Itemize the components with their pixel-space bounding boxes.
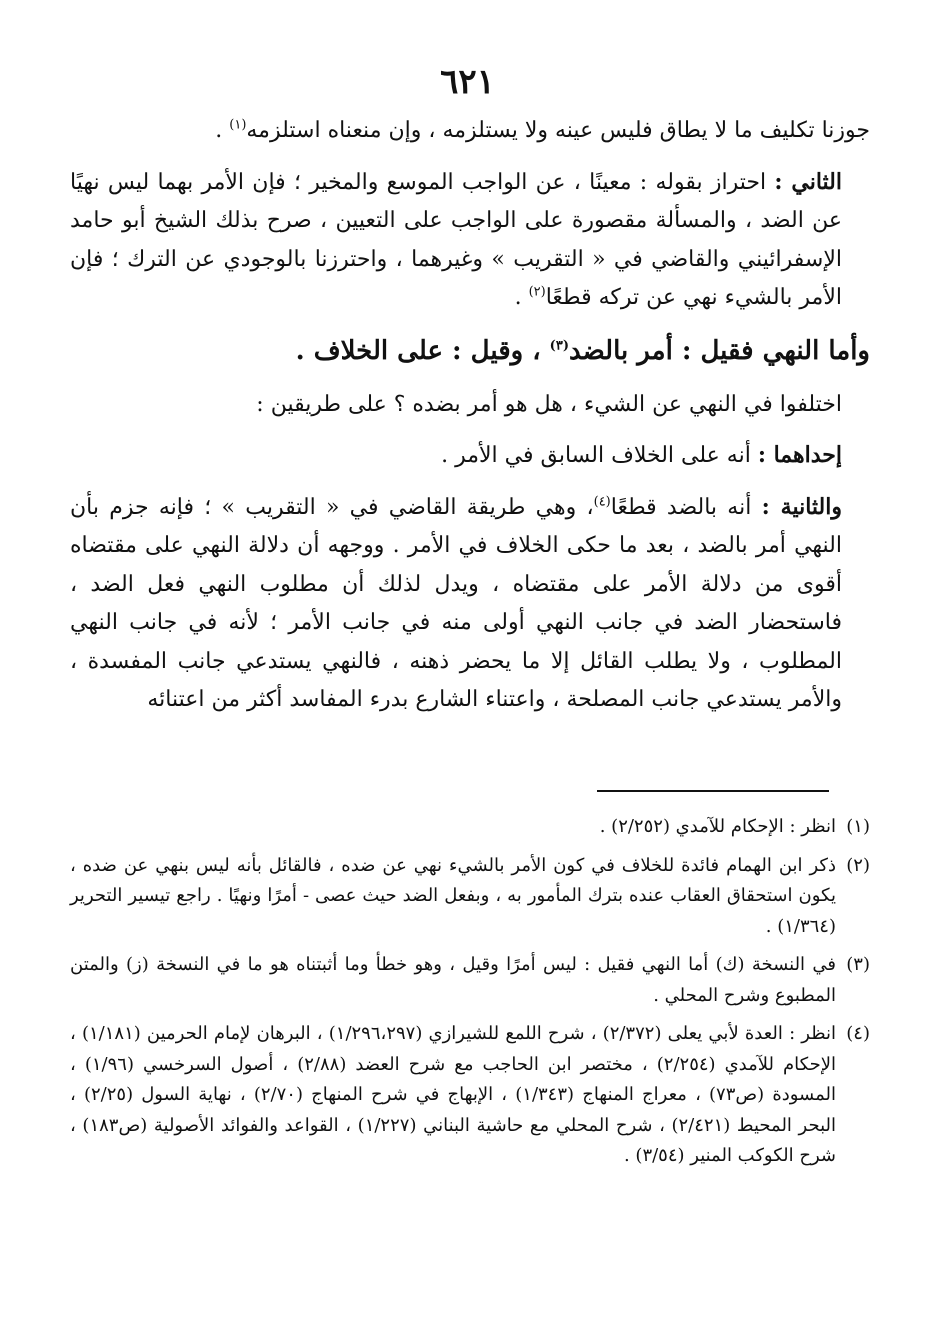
footnote-text: انظر : الإحكام للآمدي (٢/٢٥٢) . (599, 816, 836, 837)
matn-heading-part-b: ، وقيل : على الخلاف . (295, 335, 550, 366)
footnote-3 (70, 950, 870, 1011)
footnote-1 (70, 812, 870, 843)
footnote-number: (٢) (846, 854, 870, 876)
paragraph-5 (70, 436, 870, 476)
paragraph-5-text: أنه على الخلاف السابق في الأمر . (441, 443, 758, 468)
footnote-2 (70, 851, 870, 943)
footnote-text: في النسخة (ك) أما النهي فقيل : ليس أمرًا وقيل ، وهو خطأ وما أثبتناه هو ما في النسخة (ز) والمتن المطبوع وشرح المحلي . (70, 954, 836, 1006)
footnote-ref-4: (٤) (593, 494, 611, 510)
paragraph-2-text: احتراز بقوله : معينًا ، عن الواجب الموسع والمخير ؛ فإن الأمر بهما ليس نهيًا عن الضد ، والمسألة مقصورة على الواجب على التعيين ، صرح بذلك الشيخ أبو حامد الإسفرائيني والقاضي في « التقريب » وغيرهما ، واحترزنا بالوجودي عن الترك ؛ فإن الأمر بالشيء نهي عن تركه قطعًا (70, 169, 842, 310)
paragraph-1-text: جوزنا تكليف ما لا يطاق فليس عينه ولا يستلزمه ، وإن منعناه استلزمه (246, 118, 870, 143)
matn-heading-part-a: وأما النهي فقيل : أمر بالضد (568, 335, 870, 366)
footnote-ref-3: (٣) (549, 337, 569, 353)
paragraph-2-lead: الثاني : (774, 168, 842, 195)
footnote-separator (597, 790, 829, 792)
paragraph-2-end: . (514, 285, 529, 310)
paragraph-6-text-b: ، وهي طريقة القاضي في « التقريب » ؛ فإنه جزم بأن النهي أمر بالضد ، بعد ما حكى الخلاف في الأمر . ووجهه أن دلالة النهي على مقتضاه أقوى من دلالة الأمر على مقتضاه ، ويدل لذلك أن مطلوب النهي فعل الضد ، فاستحضار الضد في جانب النهي أولى منه في جانب الأمر ؛ لأنه في جانب النهي المطلوب ، ولا يطلب القائل إلا ما يحضر ذهنه ، فالنهي يستدعي جانب المفسدة ، والأمر يستدعي جانب المصلحة ، واعتناء الشارع بدرء المفاسد أكثر من اعتنائه (70, 494, 842, 712)
footnote-ref-1: (١) (229, 117, 247, 133)
paragraph-4: اختلفوا في النهي عن الشيء ، هل هو أمر بضده ؟ على طريقين : (256, 391, 842, 417)
paragraph-2 (70, 163, 870, 318)
footnote-number: (٣) (846, 954, 870, 975)
footnote-number: (١) (846, 816, 870, 837)
paragraph-6-lead: والثانية : (761, 493, 842, 520)
footnote-number: (٤) (846, 1023, 870, 1044)
matn-heading (70, 328, 870, 374)
footnote-text: ذكر ابن الهمام فائدة للخلاف في كون الأمر بالشيء نهي عن ضده ، فالقائل بأنه ليس بنهي عن ضده ، يكون استحقاق العقاب عنده بترك المأمور به ، وبفعل الضد حيث عصى - أمرًا ونهيًا . راجع تيسير التحرير (١/٣٦٤) . (70, 854, 836, 937)
paragraph-6 (70, 488, 870, 720)
paragraph-1 (70, 112, 870, 151)
footnote-ref-2: (٢) (528, 284, 546, 300)
footnotes (70, 812, 870, 1180)
footnote-4 (70, 1019, 870, 1172)
main-text (70, 112, 870, 720)
paragraph-5-lead: إحداهما : (757, 442, 842, 468)
page-number: ٦٢١ (440, 62, 495, 102)
paragraph-6-text-a: أنه بالضد قطعًا (610, 494, 762, 520)
paragraph-1-end: . (215, 118, 230, 143)
footnote-text: انظر : العدة لأبي يعلى (٢/٣٧٢) ، شرح اللمع للشيرازي (١/٢٩٦،٢٩٧) ، البرهان لإمام الحرمين (١/١٨١) ، الإحكام للآمدي (٢/٢٥٤) ، مختصر ابن الحاجب مع شرح العضد (٢/٨٨) ، أصول السرخسي (١/٩٦) ، المسودة (ص٧٣) ، معراج المنهاج (١/٣٤٣) ، الإبهاج في شرح المنهاج (٢/٧٠) ، نهاية السول (٢/٢٥) ، البحر المحيط (٢/٤٢١) ، شرح المحلي مع حاشية البناني (١/٢٢٧) ، القواعد والفوائد الأصولية (ص١٨٣) ، شرح الكوكب المنير (٣/٥٤) . (70, 1023, 837, 1166)
